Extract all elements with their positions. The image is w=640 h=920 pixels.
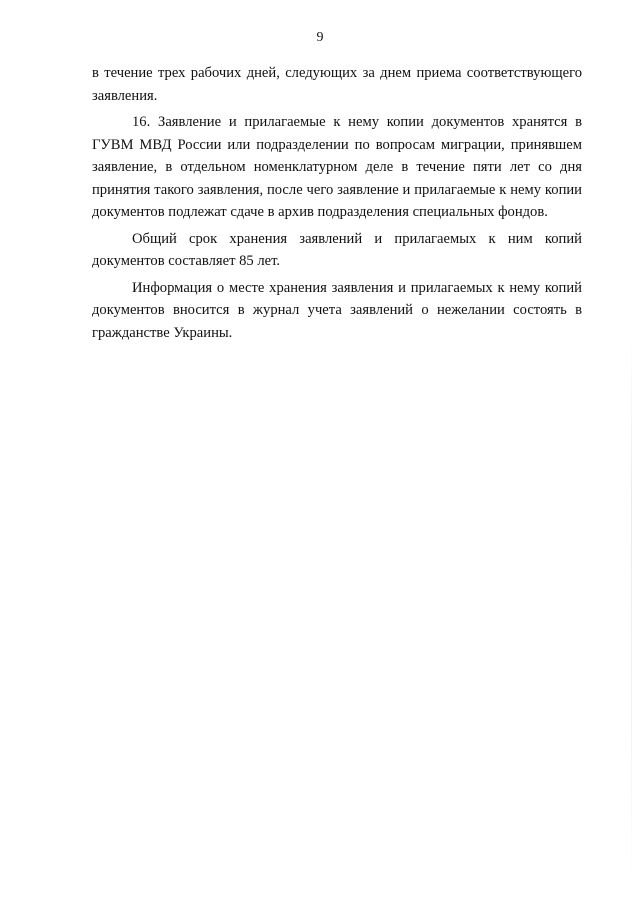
paragraph-storage-term: Общий срок хранения заявлений и прилагаемых к ним копий документов составляет 85 лет.: [92, 230, 582, 269]
paragraph-storage-location: Информация о месте хранения заявления и прилагаемых к нему копий документов вносится в журнал учета заявлений о нежелании состоять в гражданстве Украины.: [92, 279, 582, 341]
document-body: [92, 62, 582, 348]
paragraph-clause-16: 16. Заявление и прилагаемые к нему копии документов хранятся в ГУВМ МВД России или подразделении по вопросам миграции, принявшем заявление, в отдельном номенклатурном деле в течение пяти лет со дня принятия такого заявления, после чего заявление и прилагаемые к нему копии документов подлежат сдаче в архив подразделения специальных фондов.: [92, 114, 582, 220]
paragraph-continuation: в течение трех рабочих дней, следующих за днем приема соответствующего заявления.: [92, 65, 582, 104]
scan-edge-mark: [631, 330, 632, 890]
page-number: 9: [316, 30, 324, 45]
